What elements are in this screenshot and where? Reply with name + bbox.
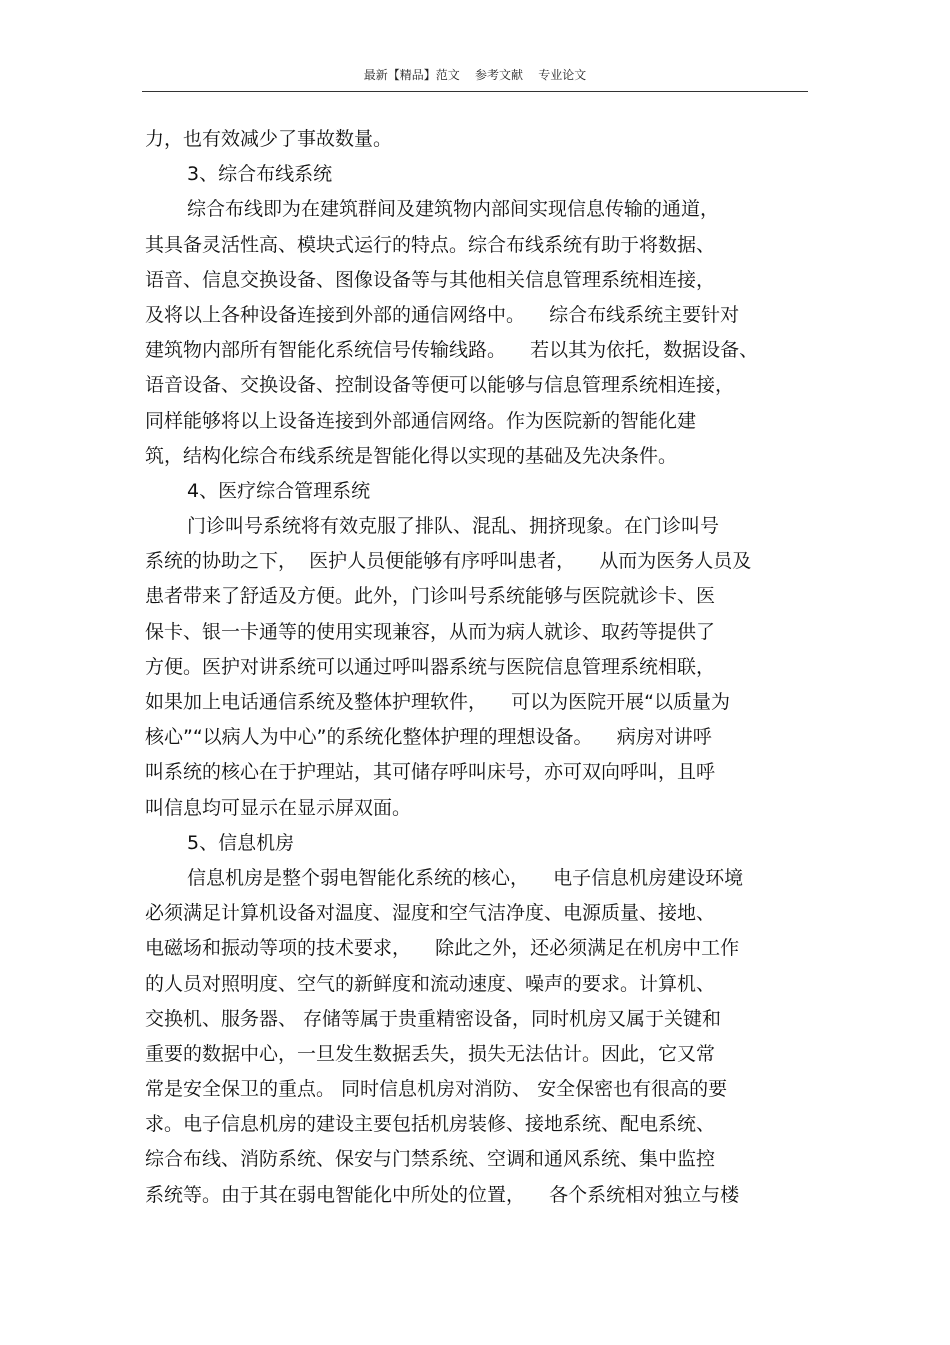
text-line: 4、医疗综合管理系统 — [187, 479, 371, 502]
text-line: 叫信息均可显示在显示屏双面。 — [145, 796, 412, 819]
text-line: 患者带来了舒适及方便。此外，门诊叫号系统能够与医院就诊卡、医 — [145, 585, 716, 608]
text-line: 综合布线即为在建筑群间及建筑物内部间实现信息传输的通道， — [187, 198, 720, 221]
text-line: 求。电子信息机房的建设主要包括机房装修、接地系统、配电系统、 — [145, 1113, 716, 1136]
document-body — [145, 122, 810, 1213]
header-divider — [142, 91, 808, 92]
text-line: 信息机房是整个弱电智能化系统的核心， 电子信息机房建设环境 — [187, 866, 744, 889]
text-line: 3、综合布线系统 — [187, 163, 333, 186]
text-line: 叫系统的核心在于护理站，其可储存呼叫床号，亦可双向呼叫，且呼 — [145, 761, 716, 784]
text-line: 的人员对照明度、空气的新鲜度和流动速度、噪声的要求。计算机、 — [145, 972, 716, 995]
page-header: 最新【精品】范文 参考文献 专业论文 — [363, 68, 587, 82]
text-line: 系统的协助之下， 医护人员便能够有序呼叫患者， 从而为医务人员及 — [145, 550, 752, 573]
text-line: 5、信息机房 — [187, 831, 295, 854]
text-line: 其具备灵活性高、模块式运行的特点。综合布线系统有助于将数据、 — [145, 233, 716, 256]
text-line: 力，也有效减少了事故数量。 — [145, 128, 393, 150]
text-line: 及将以上各种设备连接到外部的通信网络中。 综合布线系统主要针对 — [145, 303, 740, 326]
text-line: 交换机、服务器、 存储等属于贵重精密设备，同时机房又属于关键和 — [145, 1007, 722, 1030]
text-line: 电磁场和振动等项的技术要求， 除此之外，还必须满足在机房中工作 — [145, 937, 740, 960]
text-line: 方便。医护对讲系统可以通过呼叫器系统与医院信息管理系统相联， — [145, 655, 716, 678]
text-line: 如果加上电话通信系统及整体护理软件， 可以为医院开展“以质量为 — [145, 691, 731, 713]
text-line: 同样能够将以上设备连接到外部通信网络。作为医院新的智能化建 — [145, 409, 697, 432]
text-line: 筑，结构化综合布线系统是智能化得以实现的基础及先决条件。 — [145, 444, 678, 467]
text-line: 必须满足计算机设备对温度、湿度和空气洁净度、电源质量、接地、 — [145, 902, 716, 925]
text-line: 系统等。由于其在弱电智能化中所处的位置， 各个系统相对独立与楼 — [145, 1183, 740, 1206]
text-line: 保卡、银一卡通等的使用实现兼容，从而为病人就诊、取药等提供了 — [145, 620, 716, 643]
text-line: 综合布线、消防系统、保安与门禁系统、空调和通风系统、集中监控 — [145, 1148, 716, 1171]
text-line: 常是安全保卫的重点。 同时信息机房对消防、 安全保密也有很高的要 — [145, 1078, 728, 1101]
text-line: 语音、信息交换设备、图像设备等与其他相关信息管理系统相连接， — [145, 268, 716, 291]
text-line: 重要的数据中心，一旦发生数据丢失，损失无法估计。因此，它又常 — [145, 1042, 716, 1065]
text-line: 核心”“以病人为中心”的系统化整体护理的理想设备。 病房对讲呼 — [145, 726, 712, 749]
text-line: 建筑物内部所有智能化系统信号传输线路。 若以其为依托，数据设备、 — [145, 339, 759, 362]
text-line: 语音设备、交换设备、控制设备等便可以能够与信息管理系统相连接， — [145, 374, 735, 397]
text-line: 门诊叫号系统将有效克服了排队、混乱、拥挤现象。在门诊叫号 — [187, 515, 720, 538]
